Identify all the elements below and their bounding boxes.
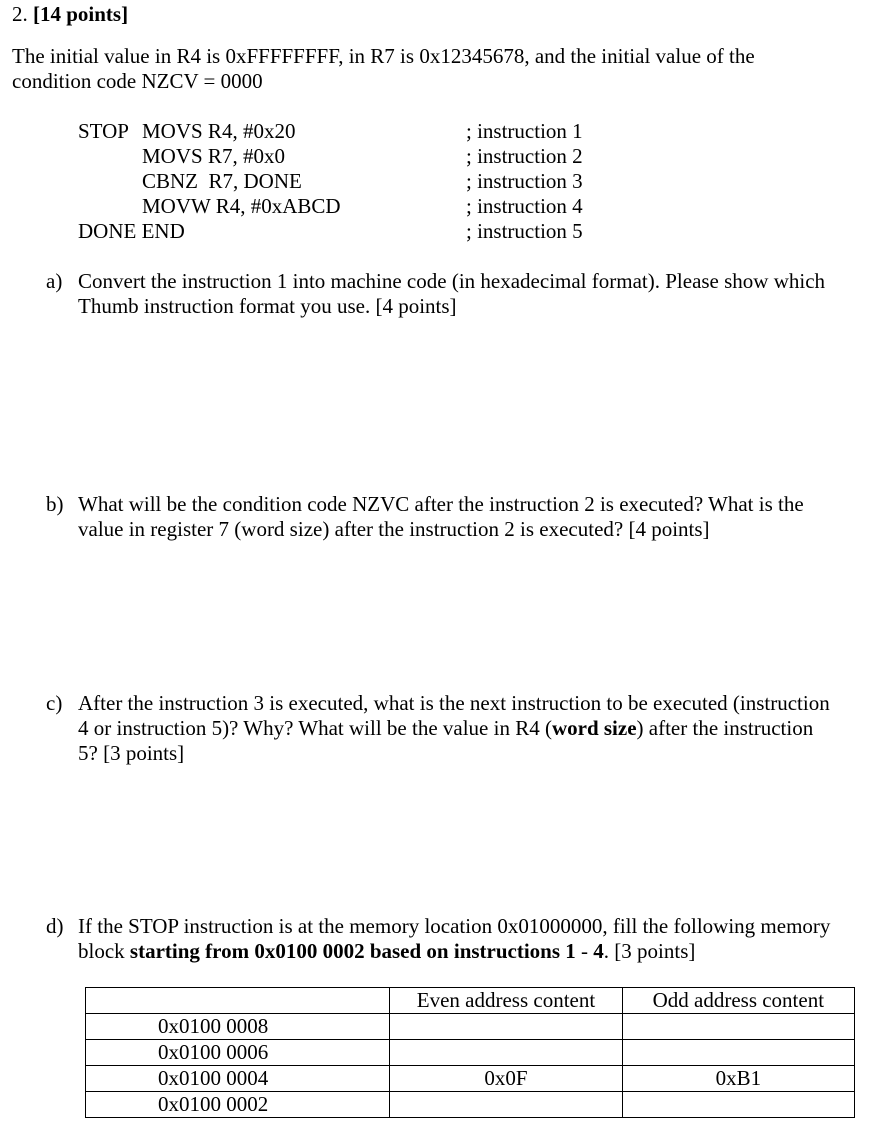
part-a-marker: a): [46, 269, 63, 293]
code-line-5: [0, 219, 875, 244]
question-heading: [12, 2, 128, 27]
memory-table-header: [86, 988, 855, 1014]
part-c-line-2-end: ) after the instruction: [636, 716, 814, 740]
header-address: [86, 988, 390, 1014]
question-number: 2.: [12, 2, 28, 26]
address-cell: 0x0100 0002: [86, 1092, 390, 1118]
table-row: [86, 1092, 855, 1118]
even-content-cell[interactable]: [390, 1092, 622, 1118]
part-c-word-size: word size: [551, 716, 637, 740]
part-c-line-3: 5? [3 points]: [78, 741, 185, 765]
part-c-line-2-start: 4 or instruction 5)? Why? What will be the value in R4 (: [78, 716, 552, 740]
table-row: [86, 1014, 855, 1040]
odd-content-cell[interactable]: [622, 1040, 854, 1066]
header-odd: Odd address content: [622, 988, 854, 1014]
part-c-line-2: [78, 716, 858, 741]
odd-content-cell[interactable]: [622, 1014, 854, 1040]
part-b-marker: b): [46, 492, 64, 516]
part-d-emphasis: starting from 0x0100 0002 based on instructions 1: [129, 939, 576, 963]
code-comment: ; instruction 2: [466, 144, 583, 168]
address-cell: 0x0100 0008: [86, 1014, 390, 1040]
code-instruction: MOVS R4, #0x20: [142, 119, 296, 143]
intro-line-2: condition code NZCV = 0000: [12, 69, 263, 93]
address-cell: 0x0100 0006: [86, 1040, 390, 1066]
even-content-cell[interactable]: [390, 1040, 622, 1066]
part-d-emphasis-end: 4: [593, 939, 604, 963]
table-row: [86, 1040, 855, 1066]
table-row: [86, 1066, 855, 1092]
code-line-3: [0, 169, 875, 194]
even-content-cell[interactable]: 0x0F: [390, 1066, 622, 1092]
part-d-line-2-end: . [3 points]: [603, 939, 696, 963]
odd-content-cell[interactable]: 0xB1: [622, 1066, 854, 1092]
part-b-line-2: value in register 7 (word size) after the instruction 2 is executed? [4 points]: [78, 517, 710, 541]
code-instruction: CBNZ R7, DONE: [142, 169, 302, 193]
part-d-line-2-start: block: [78, 939, 130, 963]
code-comment: ; instruction 3: [466, 169, 583, 193]
code-label: STOP: [78, 119, 129, 143]
code-comment: ; instruction 1: [466, 119, 583, 143]
code-line-1: [0, 119, 875, 144]
odd-content-cell[interactable]: [622, 1092, 854, 1118]
part-d-line-1: If the STOP instruction is at the memory location 0x01000000, fill the following memory: [78, 914, 831, 938]
code-line-4: [0, 194, 875, 219]
part-d-marker: d): [46, 914, 64, 938]
part-c-text: [78, 691, 858, 766]
code-comment: ; instruction 4: [466, 194, 583, 218]
code-instruction: MOVW R4, #0xABCD: [142, 194, 341, 218]
question-points: [14 points]: [33, 2, 129, 26]
part-d-line-2: [78, 939, 858, 964]
code-line-2: [0, 144, 875, 169]
part-c-line-1: After the instruction 3 is executed, what is the next instruction to be executed (instruction: [78, 691, 830, 715]
code-comment: ; instruction 5: [466, 219, 583, 243]
question-intro: [12, 44, 862, 94]
part-a-line-2: Thumb instruction format you use. [4 points]: [78, 294, 457, 318]
part-d-dash: -: [575, 939, 594, 963]
part-d-text: [78, 914, 858, 964]
code-instruction: MOVS R7, #0x0: [142, 144, 285, 168]
part-b-line-1: What will be the condition code NZVC after the instruction 2 is executed? What is the: [78, 492, 804, 516]
address-cell: 0x0100 0004: [86, 1066, 390, 1092]
header-even: Even address content: [390, 988, 622, 1014]
even-content-cell[interactable]: [390, 1014, 622, 1040]
part-c-marker: c): [46, 691, 63, 715]
part-a-text: [78, 269, 858, 319]
part-a-line-1: Convert the instruction 1 into machine code (in hexadecimal format). Please show which: [78, 269, 826, 293]
code-label: DONE END: [78, 219, 185, 243]
part-b-text: [78, 492, 858, 542]
intro-line-1: The initial value in R4 is 0xFFFFFFFF, in R7 is 0x12345678, and the initial value of the: [12, 44, 755, 68]
memory-table: [85, 987, 855, 1118]
